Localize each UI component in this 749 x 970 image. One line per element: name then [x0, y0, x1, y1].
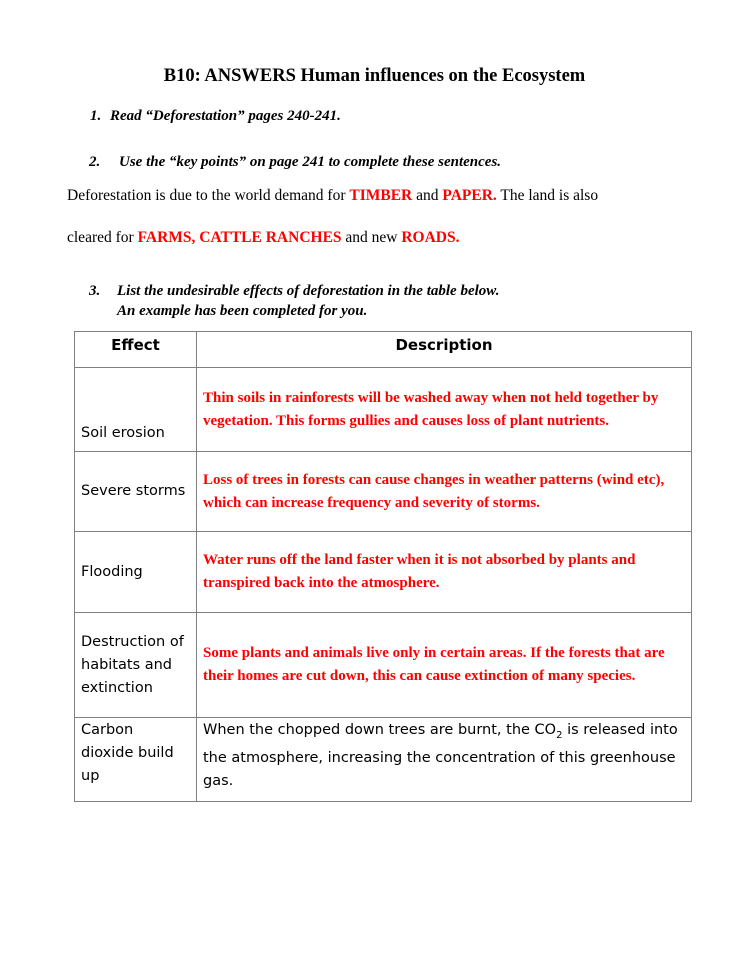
description-part-1: When the chopped down trees are burnt, the CO	[203, 722, 557, 738]
table-row	[75, 368, 692, 452]
table-header-row	[75, 332, 692, 368]
effect-cell: Flooding	[75, 532, 197, 613]
co2-subscript: 2	[556, 729, 563, 741]
description-cell: Loss of trees in forests can cause changes in weather patterns (wind etc), which can increase frequency and severity of storms.	[197, 452, 692, 532]
sentence-2-part2: and new	[341, 229, 402, 246]
table-row	[75, 613, 692, 718]
answer-farms-cattle-ranches: FARMS, CATTLE RANCHES	[137, 229, 342, 246]
table-row	[75, 718, 692, 802]
question-1-text: Read “Deforestation” pages 240-241.	[110, 108, 341, 124]
description-cell: Some plants and animals live only in certain areas. If the forests that are their homes are cut down, this can cause extinction of many species.	[197, 613, 692, 718]
question-3-number: 3.	[89, 283, 101, 299]
table-row	[75, 532, 692, 613]
sentence-1-part2: and	[412, 187, 443, 204]
effects-table	[74, 331, 692, 802]
effect-cell: Carbon dioxide build up	[75, 718, 197, 802]
sentence-2	[67, 229, 460, 247]
sentence-1-part1: Deforestation is due to the world demand for	[67, 187, 350, 204]
table-row	[75, 452, 692, 532]
answer-paper: PAPER.	[442, 187, 497, 204]
effect-cell: Soil erosion	[75, 368, 197, 452]
question-3-line-2: An example has been completed for you.	[117, 303, 368, 319]
header-description: Description	[197, 332, 692, 368]
effect-cell: Severe storms	[75, 452, 197, 532]
question-3-line-1: List the undesirable effects of deforestation in the table below.	[117, 283, 500, 299]
effect-cell: Destruction of habitats and extinction	[75, 613, 197, 718]
description-cell	[197, 718, 692, 802]
header-effect: Effect	[75, 332, 197, 368]
question-1-number: 1.	[90, 108, 102, 124]
sentence-2-part1: cleared for	[67, 229, 138, 246]
page-title: B10: ANSWERS Human influences on the Ecosystem	[163, 66, 586, 86]
description-cell: Thin soils in rainforests will be washed away when not held together by vegetation. This forms gullies and causes loss of plant nutrients.	[197, 368, 692, 452]
sentence-1-part3: The land is also	[496, 187, 599, 204]
answer-roads: ROADS.	[401, 229, 460, 246]
question-2-number: 2.	[89, 154, 101, 170]
description-cell: Water runs off the land faster when it is not absorbed by plants and transpired back into the atmosphere.	[197, 532, 692, 613]
answer-timber: TIMBER	[349, 187, 413, 204]
description-part-2: is released into the atmosphere, increasing the concentration of this greenhouse gas.	[203, 722, 678, 789]
sentence-1	[67, 187, 598, 205]
question-2-text: Use the “key points” on page 241 to complete these sentences.	[119, 154, 502, 170]
